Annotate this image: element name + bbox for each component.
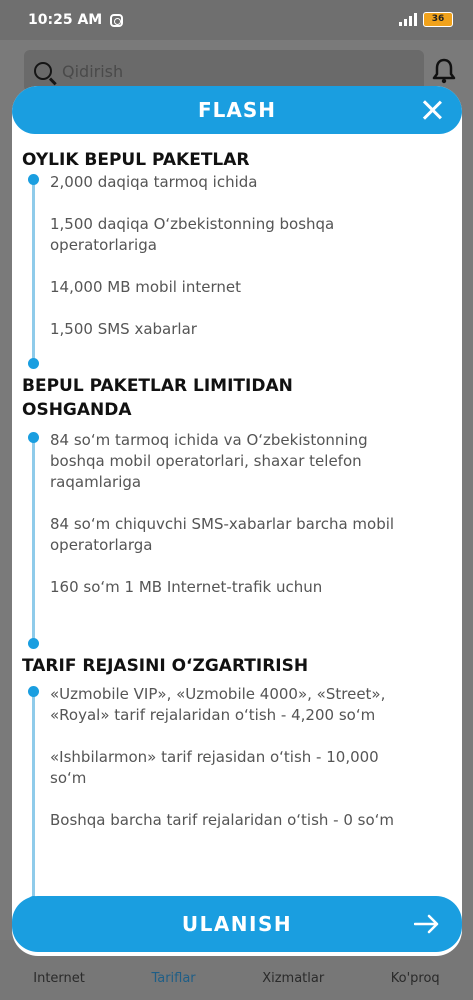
signal-icon (399, 13, 417, 26)
timeline-line (32, 436, 35, 644)
timeline-dot (28, 432, 39, 443)
instagram-icon (110, 14, 123, 27)
list-item: Boshqa barcha tarif rejalaridan o‘tish - 0 so‘m (50, 811, 395, 829)
status-bar (0, 0, 473, 40)
timeline-dot (28, 686, 39, 697)
timeline-dot (28, 358, 39, 369)
search-placeholder: Qidirish (62, 61, 124, 81)
list-item: 2,000 daqiqa tarmoq ichida (50, 173, 258, 191)
search-icon (34, 62, 52, 80)
battery-level: 36 (431, 14, 445, 24)
section-title: BEPUL PAKETLAR LIMITIDAN OSHGANDA (22, 376, 293, 420)
connect-button-label: ULANISH (181, 912, 293, 936)
timeline (28, 684, 462, 902)
timeline-dot (28, 174, 39, 185)
section-title: OYLIK BEPUL PAKETLAR (22, 150, 250, 170)
battery-icon (423, 12, 453, 27)
status-time: 10:25 AM (28, 12, 103, 28)
timeline-line (32, 178, 35, 364)
timeline-dot (28, 638, 39, 649)
bell-icon[interactable] (432, 58, 456, 84)
nav-item-xizmatlar[interactable]: Xizmatlar (262, 971, 325, 986)
nav-item-internet[interactable]: Internet (33, 971, 85, 986)
status-indicators (399, 12, 453, 27)
list-item: 84 so‘m tarmoq ichida va O‘zbekistonning boshqa mobil operatorlari, shaxar telefon raqamlariga (50, 431, 368, 491)
list-item: 1,500 daqiqa O‘zbekistonning boshqa operatorlariga (50, 215, 335, 254)
nav-item-tariflar[interactable]: Tariflar (151, 971, 196, 986)
list-item: 14,000 MB mobil internet (50, 278, 241, 296)
arrow-right-icon (414, 914, 440, 934)
list-item: 160 so‘m 1 MB Internet-trafik uchun (50, 578, 323, 596)
connect-button[interactable] (12, 896, 462, 952)
timeline-line (32, 690, 35, 902)
timeline (28, 172, 462, 364)
list-item: 1,500 SMS xabarlar (50, 320, 197, 338)
section-title: TARIF REJASINI O‘ZGARTIRISH (22, 656, 309, 676)
tariff-details-modal (12, 86, 462, 956)
list-item: «Uzmobile VIP», «Uzmobile 4000», «Street», «Royal» tarif rejalaridan o‘tish - 4,200 so‘m (50, 685, 386, 724)
modal-title: FLASH (197, 98, 277, 122)
modal-header (12, 86, 462, 134)
timeline (28, 430, 462, 644)
list-item: «Ishbilarmon» tarif rejasidan o‘tish - 10,000 so‘m (50, 748, 379, 787)
close-icon[interactable] (422, 100, 442, 120)
list-item: 84 so‘m chiquvchi SMS-xabarlar barcha mobil operatorlarga (50, 515, 395, 554)
nav-item-koproq[interactable]: Ko'proq (390, 971, 440, 986)
modal-content (12, 148, 462, 902)
